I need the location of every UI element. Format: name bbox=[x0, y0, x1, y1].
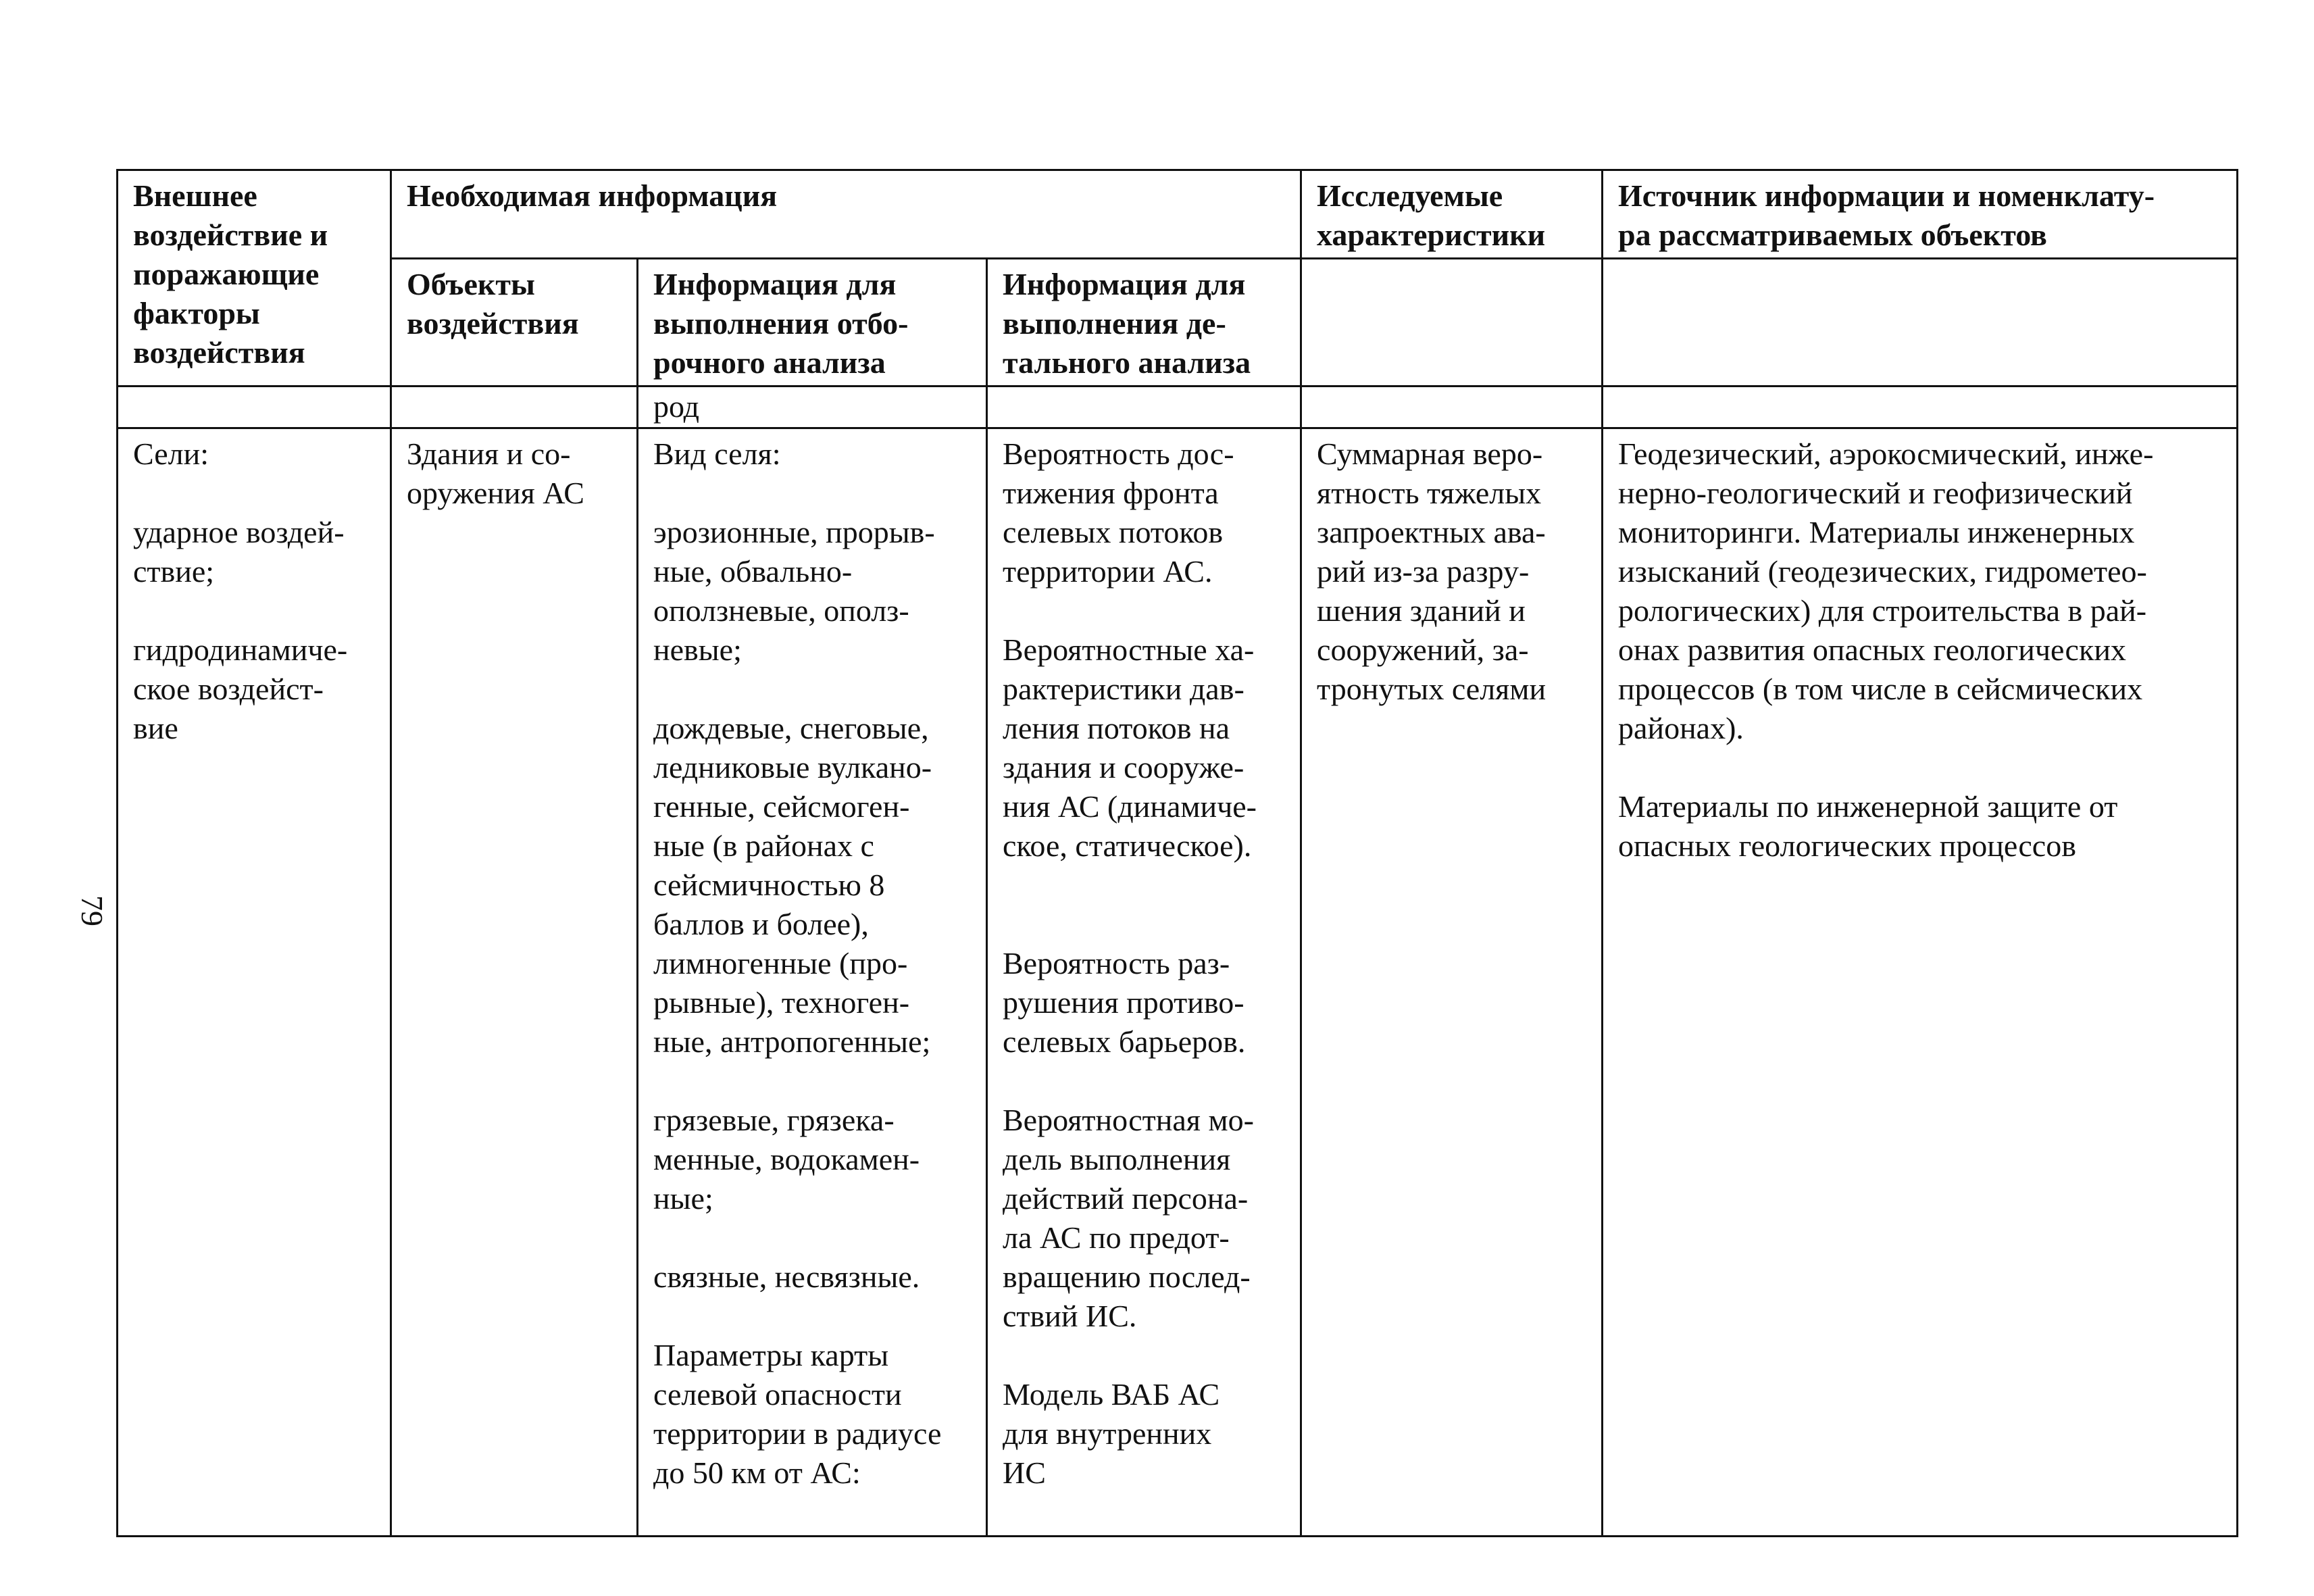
header-row-2 bbox=[118, 259, 2238, 386]
header-required-info bbox=[391, 170, 1301, 259]
cont-screening bbox=[638, 386, 987, 428]
cell-sources-text: Геодезический, аэрокосмический, инже- нерно-геологический и геофизический мониторинги. Материалы инженерных изысканий (геодезических, гидрометео- рологических) для строительства в рай- онах развития опасных геологических процессов (в том числе в сейсмических районах). Материалы по инженерной защите от опасных геологических процессов bbox=[1618, 437, 2154, 863]
header-impact-text: Внешнее воздействие и поражающие факторы воздействия bbox=[133, 178, 328, 370]
header-row-1 bbox=[118, 170, 2238, 259]
cont-objects bbox=[391, 386, 638, 428]
cell-characteristics bbox=[1301, 428, 1603, 1537]
cont-detailed bbox=[987, 386, 1301, 428]
cell-screening bbox=[638, 428, 987, 1537]
cell-impact bbox=[118, 428, 391, 1537]
cont-sources bbox=[1603, 386, 2238, 428]
data-table bbox=[116, 169, 2238, 1537]
cell-detailed bbox=[987, 428, 1301, 1537]
header-characteristics-empty bbox=[1301, 259, 1603, 386]
header-characteristics-text: Исследуемые характеристики bbox=[1317, 178, 1546, 252]
cell-objects-text: Здания и со- оружения АС bbox=[407, 437, 584, 510]
cont-characteristics bbox=[1301, 386, 1603, 428]
header-characteristics bbox=[1301, 170, 1603, 259]
header-objects-text: Объекты воздействия bbox=[407, 267, 579, 341]
cell-screening-text: Вид селя: эрозионные, прорыв- ные, обвально- оползневые, ополз- невые; дождевые, снеговые, ледниковые вулкано- генные, сейсмоген- ные (в районах с сейсмичностью 8 баллов и более), лимногенные (про- рывные), техноген- ные, антропогенные; грязевые, грязека- менные, водокамен- ные; связные, несвязные. Параметры карты селевой опасности территории в радиусе до 50 км от АС: bbox=[653, 437, 942, 1490]
cell-impact-text: Сели: ударное воздей- ствие; гидродинамиче- ское воздейст- вие bbox=[133, 437, 348, 745]
header-required-info-text: Необходимая информация bbox=[407, 178, 778, 213]
cont-impact bbox=[118, 386, 391, 428]
cell-objects bbox=[391, 428, 638, 1537]
header-objects bbox=[391, 259, 638, 386]
cont-screening-text: род bbox=[653, 389, 700, 424]
header-sources-text: Источник информации и номенклату- ра рассматриваемых объектов bbox=[1618, 178, 2155, 252]
cell-characteristics-text: Суммарная веро- ятность тяжелых запроектных ава- рий из-за разру- шения зданий и сооружений, за- тронутых селями bbox=[1317, 437, 1546, 706]
continuation-row bbox=[118, 386, 2238, 428]
cell-detailed-text: Вероятность дос- тижения фронта селевых потоков территории АС. Вероятностные ха- рактеристики дав- ления потоков на здания и сооруже- ния АС (динамиче- ское, статическое). Вероятность раз- рушения противо- селевых барьеров. Вероятностная мо- дель выполнения действий персона- ла АС по предот- вращению послед- ствий ИС. Модель ВАБ АС для внутренних ИС bbox=[1003, 437, 1257, 1490]
header-impact bbox=[118, 170, 391, 386]
header-screening-text: Информация для выполнения отбо- рочного анализа bbox=[653, 267, 909, 380]
data-row-mudflows bbox=[118, 428, 2238, 1537]
header-screening bbox=[638, 259, 987, 386]
header-sources-empty bbox=[1603, 259, 2238, 386]
cell-sources bbox=[1603, 428, 2238, 1537]
page-number: 79 bbox=[75, 895, 109, 926]
header-sources bbox=[1603, 170, 2238, 259]
header-detailed-text: Информация для выполнения де- тального анализа bbox=[1003, 267, 1251, 380]
header-detailed bbox=[987, 259, 1301, 386]
